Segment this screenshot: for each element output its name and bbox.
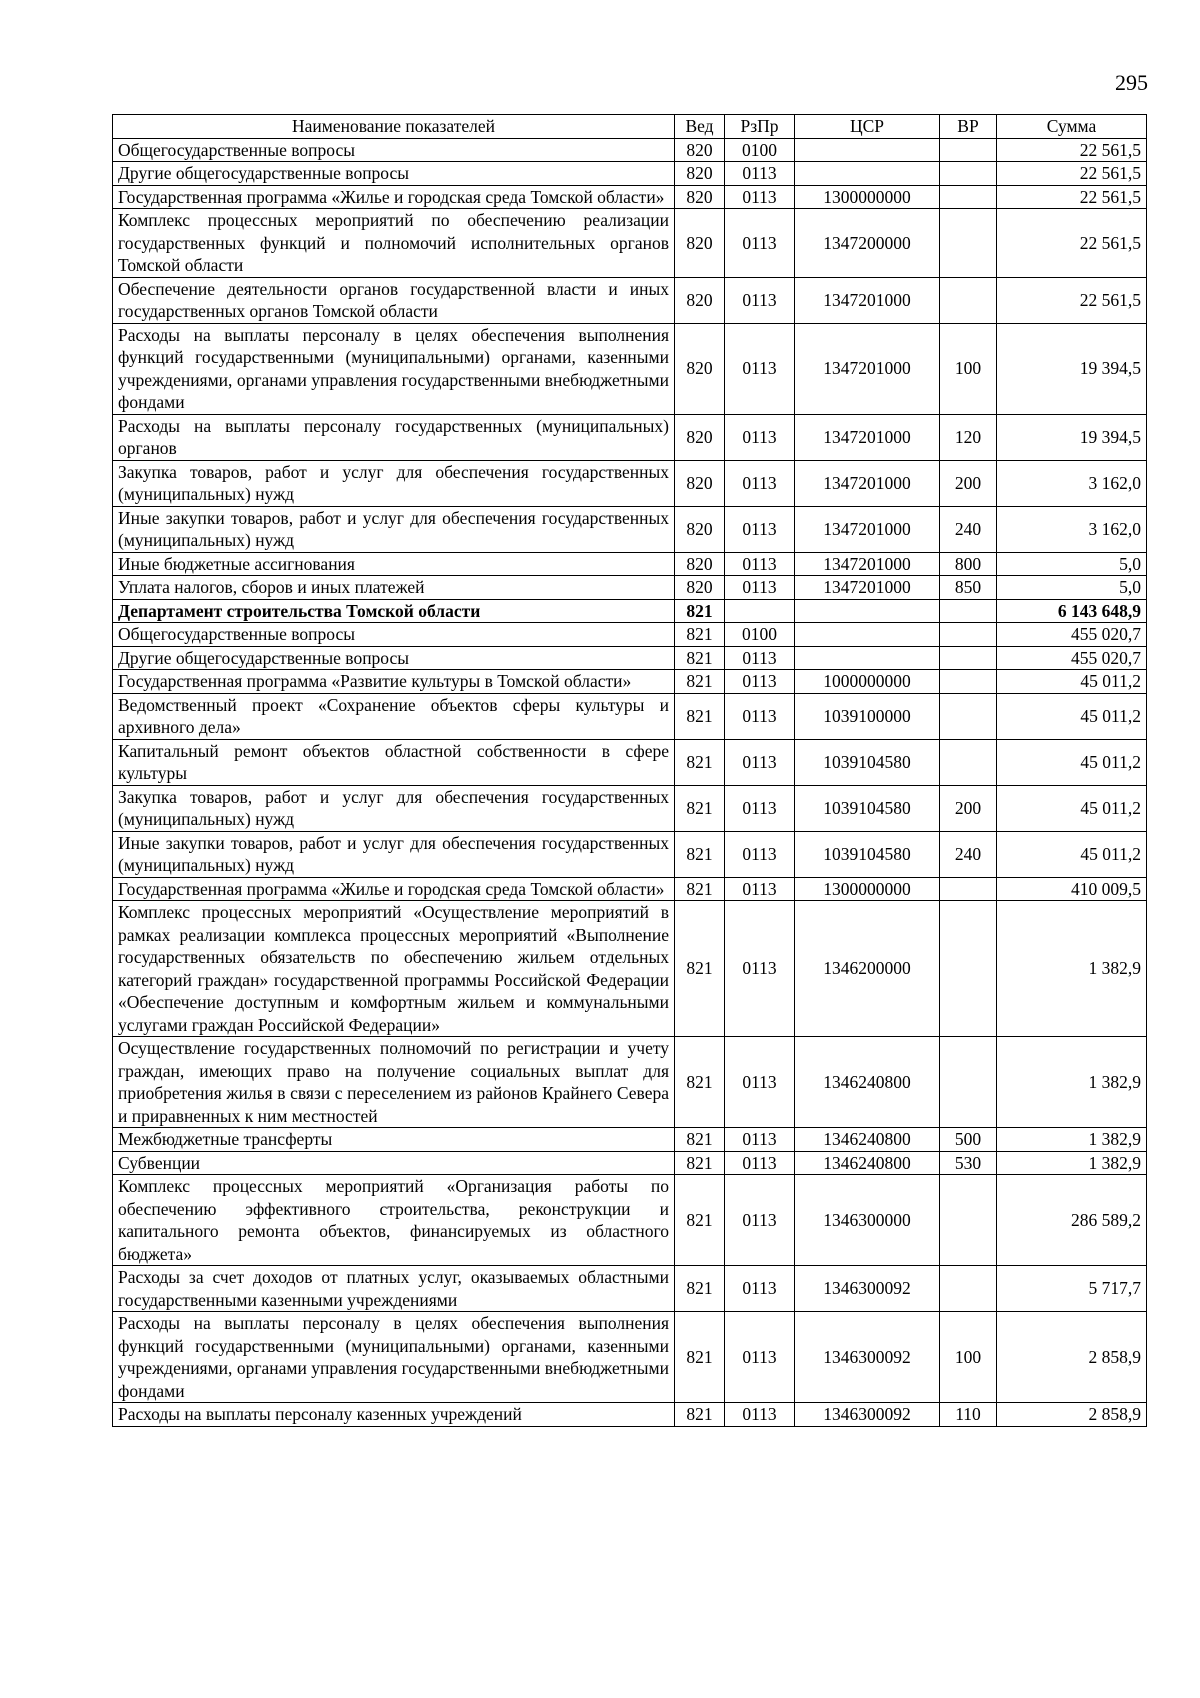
cell-vr <box>940 739 997 785</box>
cell-name: Расходы на выплаты персоналу в целях обеспечения выполнения функций государственными (муниципальными) органами, казенными учреждениями, органами управления государственными внебюджетными фондами <box>113 323 675 414</box>
cell-csr <box>795 599 940 623</box>
cell-ved: 821 <box>675 1175 725 1266</box>
cell-ved: 820 <box>675 552 725 576</box>
cell-rzpr: 0113 <box>725 739 795 785</box>
cell-name: Общегосударственные вопросы <box>113 623 675 647</box>
table-row <box>113 739 1147 785</box>
table-row <box>113 785 1147 831</box>
cell-csr: 1000000000 <box>795 670 940 694</box>
cell-sum: 5,0 <box>997 576 1147 600</box>
cell-ved: 821 <box>675 623 725 647</box>
cell-rzpr: 0113 <box>725 831 795 877</box>
cell-vr <box>940 623 997 647</box>
cell-sum: 1 382,9 <box>997 1128 1147 1152</box>
cell-name: Расходы за счет доходов от платных услуг, оказываемых областными государственными казенными учреждениями <box>113 1266 675 1312</box>
cell-name: Закупка товаров, работ и услуг для обеспечения государственных (муниципальных) нужд <box>113 785 675 831</box>
cell-name: Иные бюджетные ассигнования <box>113 552 675 576</box>
cell-csr: 1347201000 <box>795 576 940 600</box>
cell-name: Ведомственный проект «Сохранение объектов сферы культуры и архивного дела» <box>113 693 675 739</box>
cell-name: Государственная программа «Развитие культуры в Томской области» <box>113 670 675 694</box>
cell-ved: 821 <box>675 1037 725 1128</box>
cell-rzpr: 0113 <box>725 901 795 1037</box>
cell-rzpr: 0113 <box>725 460 795 506</box>
cell-rzpr: 0113 <box>725 552 795 576</box>
cell-sum: 286 589,2 <box>997 1175 1147 1266</box>
cell-vr <box>940 162 997 186</box>
cell-rzpr: 0113 <box>725 185 795 209</box>
cell-sum: 19 394,5 <box>997 414 1147 460</box>
cell-ved: 820 <box>675 506 725 552</box>
cell-ved: 821 <box>675 1312 725 1403</box>
cell-name: Другие общегосударственные вопросы <box>113 162 675 186</box>
cell-rzpr: 0113 <box>725 1403 795 1427</box>
cell-ved: 820 <box>675 323 725 414</box>
cell-csr: 1347201000 <box>795 277 940 323</box>
cell-vr <box>940 185 997 209</box>
header-vr: ВР <box>940 115 997 139</box>
cell-csr: 1346240800 <box>795 1128 940 1152</box>
cell-ved: 820 <box>675 138 725 162</box>
table-row <box>113 323 1147 414</box>
cell-name: Комплекс процессных мероприятий «Организация работы по обеспечению эффективного строительства, реконструкции и капитального ремонта объектов, финансируемых из областного бюджета» <box>113 1175 675 1266</box>
cell-ved: 821 <box>675 877 725 901</box>
cell-ved: 820 <box>675 209 725 278</box>
cell-csr: 1300000000 <box>795 877 940 901</box>
cell-vr <box>940 646 997 670</box>
cell-csr <box>795 623 940 647</box>
cell-ved: 821 <box>675 831 725 877</box>
cell-rzpr: 0113 <box>725 506 795 552</box>
cell-vr: 500 <box>940 1128 997 1152</box>
cell-rzpr: 0113 <box>725 1312 795 1403</box>
cell-name: Общегосударственные вопросы <box>113 138 675 162</box>
cell-vr <box>940 1175 997 1266</box>
cell-name: Капитальный ремонт объектов областной собственности в сфере культуры <box>113 739 675 785</box>
table-row <box>113 460 1147 506</box>
table-row <box>113 162 1147 186</box>
cell-rzpr: 0113 <box>725 1266 795 1312</box>
cell-name: Департамент строительства Томской области <box>113 599 675 623</box>
table-row <box>113 646 1147 670</box>
cell-vr: 200 <box>940 785 997 831</box>
cell-name: Государственная программа «Жилье и городская среда Томской области» <box>113 877 675 901</box>
cell-name: Иные закупки товаров, работ и услуг для обеспечения государственных (муниципальных) нужд <box>113 831 675 877</box>
cell-sum: 5,0 <box>997 552 1147 576</box>
cell-rzpr: 0113 <box>725 1151 795 1175</box>
cell-rzpr <box>725 599 795 623</box>
cell-name: Расходы на выплаты персоналу государственных (муниципальных) органов <box>113 414 675 460</box>
cell-sum: 22 561,5 <box>997 277 1147 323</box>
table-row <box>113 1266 1147 1312</box>
cell-rzpr: 0113 <box>725 1175 795 1266</box>
table-row <box>113 552 1147 576</box>
cell-sum: 22 561,5 <box>997 209 1147 278</box>
cell-name: Межбюджетные трансферты <box>113 1128 675 1152</box>
table-row <box>113 1151 1147 1175</box>
table-row <box>113 1128 1147 1152</box>
cell-vr: 120 <box>940 414 997 460</box>
cell-ved: 821 <box>675 1128 725 1152</box>
cell-vr <box>940 138 997 162</box>
cell-ved: 820 <box>675 414 725 460</box>
cell-sum: 3 162,0 <box>997 506 1147 552</box>
cell-sum: 2 858,9 <box>997 1403 1147 1427</box>
cell-sum: 45 011,2 <box>997 693 1147 739</box>
cell-sum: 45 011,2 <box>997 831 1147 877</box>
cell-vr <box>940 693 997 739</box>
table-row <box>113 414 1147 460</box>
cell-csr: 1346300092 <box>795 1312 940 1403</box>
cell-sum: 22 561,5 <box>997 162 1147 186</box>
header-sum: Сумма <box>997 115 1147 139</box>
cell-csr <box>795 138 940 162</box>
cell-sum: 455 020,7 <box>997 623 1147 647</box>
cell-rzpr: 0113 <box>725 1037 795 1128</box>
table-row <box>113 693 1147 739</box>
cell-sum: 6 143 648,9 <box>997 599 1147 623</box>
cell-rzpr: 0113 <box>725 877 795 901</box>
cell-ved: 820 <box>675 185 725 209</box>
cell-vr <box>940 901 997 1037</box>
cell-ved: 820 <box>675 460 725 506</box>
header-name: Наименование показателей <box>113 115 675 139</box>
table-row <box>113 138 1147 162</box>
cell-sum: 45 011,2 <box>997 670 1147 694</box>
cell-rzpr: 0113 <box>725 414 795 460</box>
cell-csr: 1347201000 <box>795 414 940 460</box>
cell-sum: 45 011,2 <box>997 739 1147 785</box>
cell-name: Расходы на выплаты персоналу казенных учреждений <box>113 1403 675 1427</box>
table-row <box>113 1175 1147 1266</box>
cell-vr: 100 <box>940 1312 997 1403</box>
cell-ved: 821 <box>675 599 725 623</box>
cell-ved: 821 <box>675 693 725 739</box>
cell-rzpr: 0113 <box>725 209 795 278</box>
cell-name: Государственная программа «Жилье и городская среда Томской области» <box>113 185 675 209</box>
table-row <box>113 185 1147 209</box>
cell-csr <box>795 646 940 670</box>
cell-rzpr: 0100 <box>725 623 795 647</box>
cell-csr: 1300000000 <box>795 185 940 209</box>
budget-table <box>112 114 1147 1427</box>
cell-rzpr: 0113 <box>725 162 795 186</box>
cell-csr: 1346300000 <box>795 1175 940 1266</box>
cell-csr: 1347201000 <box>795 552 940 576</box>
cell-rzpr: 0113 <box>725 646 795 670</box>
cell-vr <box>940 599 997 623</box>
table-row <box>113 277 1147 323</box>
cell-csr: 1039104580 <box>795 739 940 785</box>
cell-csr: 1347201000 <box>795 460 940 506</box>
cell-name: Комплекс процессных мероприятий по обеспечению реализации государственных функций и полномочий исполнительных органов Томской области <box>113 209 675 278</box>
cell-ved: 821 <box>675 1403 725 1427</box>
cell-vr: 100 <box>940 323 997 414</box>
cell-ved: 821 <box>675 901 725 1037</box>
cell-sum: 1 382,9 <box>997 901 1147 1037</box>
cell-sum: 1 382,9 <box>997 1037 1147 1128</box>
table-row <box>113 877 1147 901</box>
page-number: 295 <box>1115 70 1148 95</box>
cell-name: Другие общегосударственные вопросы <box>113 646 675 670</box>
cell-ved: 821 <box>675 1266 725 1312</box>
cell-ved: 821 <box>675 739 725 785</box>
cell-name: Обеспечение деятельности органов государственной власти и иных государственных органов Томской области <box>113 277 675 323</box>
cell-sum: 2 858,9 <box>997 1312 1147 1403</box>
table-row <box>113 1312 1147 1403</box>
cell-rzpr: 0113 <box>725 323 795 414</box>
cell-name: Иные закупки товаров, работ и услуг для обеспечения государственных (муниципальных) нужд <box>113 506 675 552</box>
cell-name: Расходы на выплаты персоналу в целях обеспечения выполнения функций государственными (муниципальными) органами, казенными учреждениями, органами управления государственными внебюджетными фондами <box>113 1312 675 1403</box>
cell-name: Комплекс процессных мероприятий «Осуществление мероприятий в рамках реализации комплекса процессных мероприятий «Выполнение государственных обязательств по обеспечению жильем отдельных категорий граждан» государственной программы Российской Федерации «Обеспечение доступным и комфортным жильем и коммунальными услугами граждан Российской Федерации» <box>113 901 675 1037</box>
cell-rzpr: 0113 <box>725 576 795 600</box>
header-ved: Вед <box>675 115 725 139</box>
table-row <box>113 506 1147 552</box>
cell-csr: 1346240800 <box>795 1151 940 1175</box>
cell-vr: 800 <box>940 552 997 576</box>
cell-name: Уплата налогов, сборов и иных платежей <box>113 576 675 600</box>
cell-sum: 22 561,5 <box>997 138 1147 162</box>
table-row <box>113 209 1147 278</box>
cell-vr <box>940 209 997 278</box>
cell-name: Осуществление государственных полномочий по регистрации и учету граждан, имеющих право на получение социальных выплат для приобретения жилья в связи с переселением из районов Крайнего Севера и приравненных к ним местностей <box>113 1037 675 1128</box>
cell-csr: 1347201000 <box>795 323 940 414</box>
cell-csr: 1346240800 <box>795 1037 940 1128</box>
cell-csr: 1039100000 <box>795 693 940 739</box>
table-body <box>113 138 1147 1426</box>
cell-sum: 45 011,2 <box>997 785 1147 831</box>
table-row <box>113 901 1147 1037</box>
table-row <box>113 831 1147 877</box>
table-row <box>113 1403 1147 1427</box>
cell-vr: 530 <box>940 1151 997 1175</box>
table-header-row <box>113 115 1147 139</box>
cell-csr: 1346300092 <box>795 1403 940 1427</box>
cell-csr: 1039104580 <box>795 831 940 877</box>
cell-sum: 410 009,5 <box>997 877 1147 901</box>
cell-csr: 1347200000 <box>795 209 940 278</box>
cell-sum: 455 020,7 <box>997 646 1147 670</box>
cell-vr: 240 <box>940 506 997 552</box>
cell-sum: 1 382,9 <box>997 1151 1147 1175</box>
cell-vr: 240 <box>940 831 997 877</box>
cell-csr: 1039104580 <box>795 785 940 831</box>
table-row <box>113 670 1147 694</box>
cell-ved: 820 <box>675 162 725 186</box>
cell-sum: 22 561,5 <box>997 185 1147 209</box>
cell-vr: 110 <box>940 1403 997 1427</box>
cell-name: Закупка товаров, работ и услуг для обеспечения государственных (муниципальных) нужд <box>113 460 675 506</box>
cell-vr: 850 <box>940 576 997 600</box>
cell-ved: 821 <box>675 646 725 670</box>
cell-vr <box>940 877 997 901</box>
header-csr: ЦСР <box>795 115 940 139</box>
cell-vr <box>940 277 997 323</box>
cell-vr: 200 <box>940 460 997 506</box>
cell-sum: 5 717,7 <box>997 1266 1147 1312</box>
cell-ved: 820 <box>675 576 725 600</box>
cell-rzpr: 0113 <box>725 785 795 831</box>
table-row <box>113 623 1147 647</box>
cell-ved: 821 <box>675 670 725 694</box>
cell-csr <box>795 162 940 186</box>
cell-ved: 820 <box>675 277 725 323</box>
cell-rzpr: 0113 <box>725 670 795 694</box>
cell-vr <box>940 670 997 694</box>
table-row <box>113 576 1147 600</box>
cell-sum: 3 162,0 <box>997 460 1147 506</box>
cell-rzpr: 0113 <box>725 277 795 323</box>
cell-rzpr: 0113 <box>725 693 795 739</box>
cell-csr: 1346300092 <box>795 1266 940 1312</box>
table-row <box>113 1037 1147 1128</box>
cell-rzpr: 0100 <box>725 138 795 162</box>
cell-csr: 1346200000 <box>795 901 940 1037</box>
cell-ved: 821 <box>675 1151 725 1175</box>
cell-sum: 19 394,5 <box>997 323 1147 414</box>
cell-rzpr: 0113 <box>725 1128 795 1152</box>
table-row <box>113 599 1147 623</box>
cell-csr: 1347201000 <box>795 506 940 552</box>
cell-vr <box>940 1266 997 1312</box>
cell-name: Субвенции <box>113 1151 675 1175</box>
header-rzpr: РзПр <box>725 115 795 139</box>
cell-ved: 821 <box>675 785 725 831</box>
cell-vr <box>940 1037 997 1128</box>
